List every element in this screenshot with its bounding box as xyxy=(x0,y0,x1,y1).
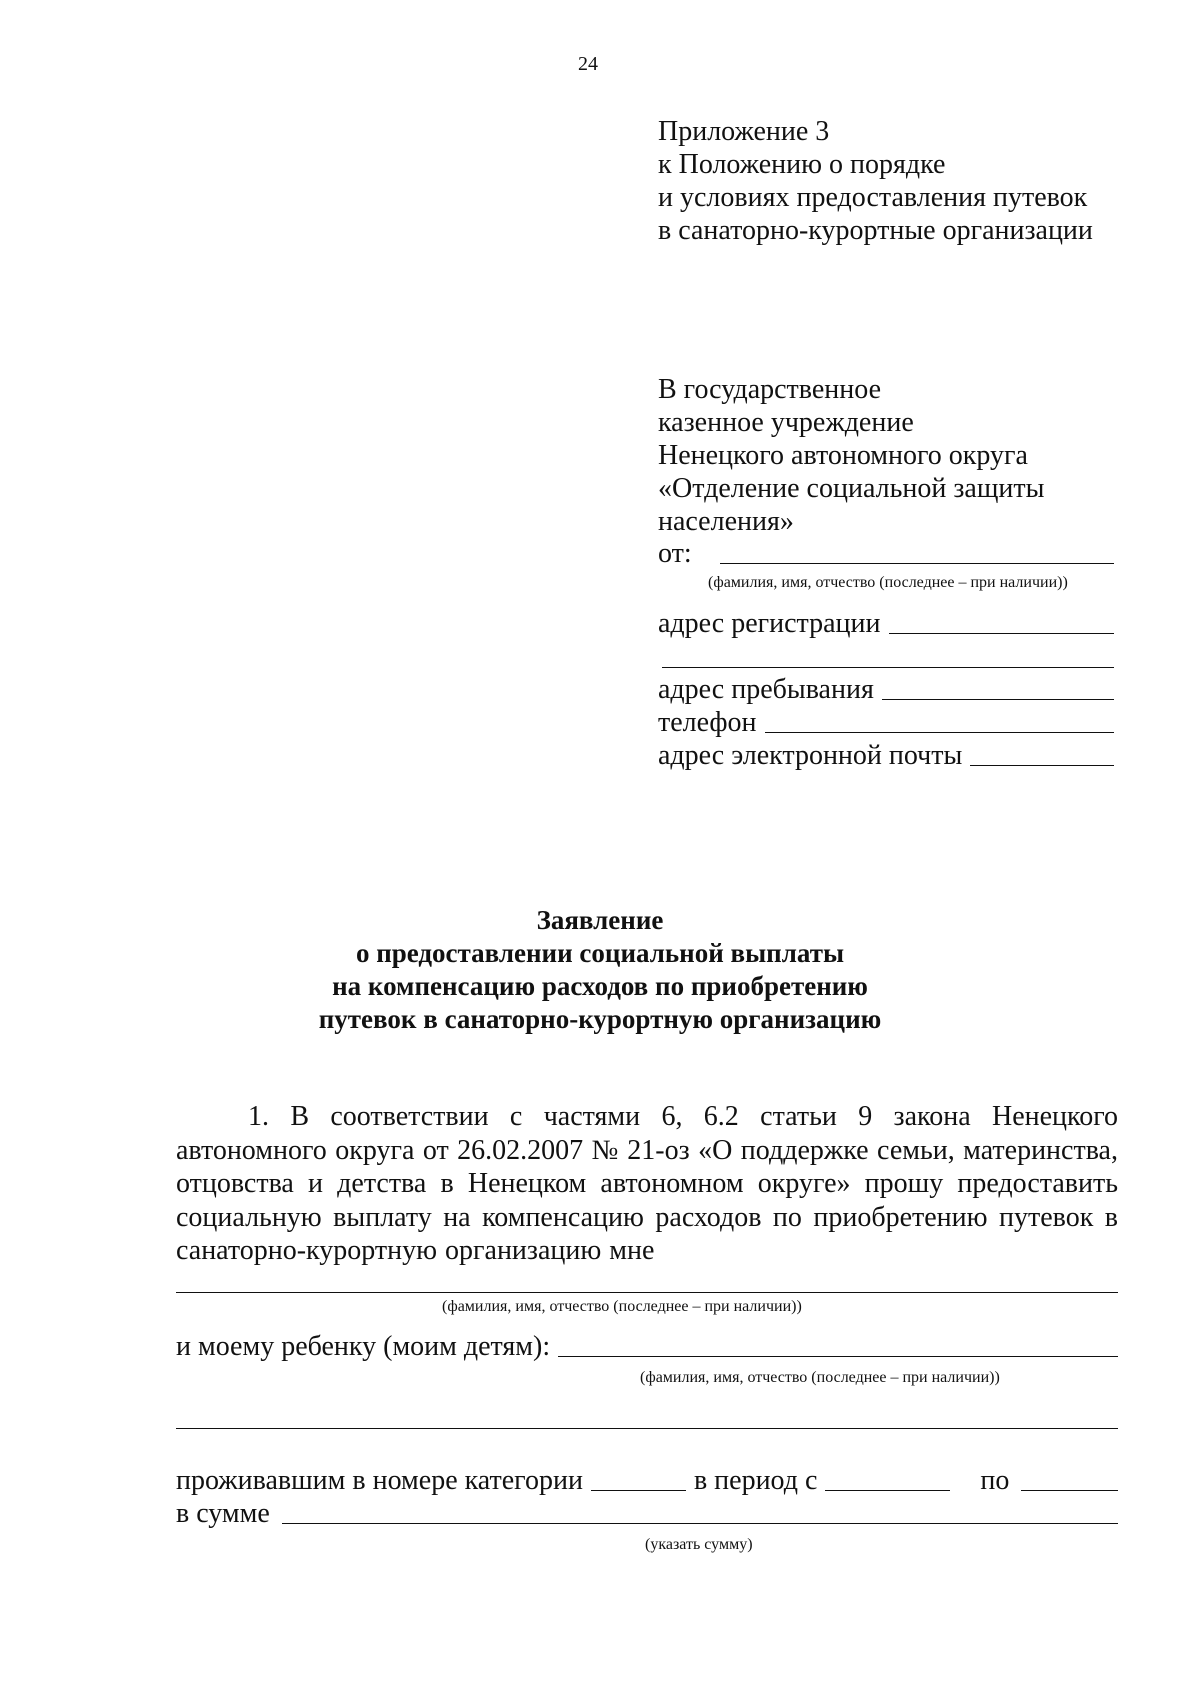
addressee-line: казенное учреждение xyxy=(658,407,914,438)
amount-label: в сумме xyxy=(176,1498,270,1529)
appendix-line: и условиях предоставления путевок xyxy=(658,182,1088,213)
phone-field[interactable] xyxy=(658,706,1114,739)
category-label: проживавшим в номере категории xyxy=(176,1465,583,1496)
amount-field[interactable] xyxy=(176,1497,1118,1530)
body-paragraph: 1. В соответствии с частями 6, 6.2 статьи 9 закона Ненецкого автономного округа от 26.02.2007 № 21-оз «О поддержке семьи, материнства, отцовства и детства в Ненецком автономном округе» прошу предоставить социальную выплату на компенсацию расходов по приобретению путевок в санаторно-курортную организацию мне xyxy=(176,1101,1118,1266)
stay-address-label: адрес пребывания xyxy=(658,674,874,705)
applicant-caption: (фамилия, имя, отчество (последнее – при наличии)) xyxy=(442,1298,802,1315)
children-field[interactable] xyxy=(176,1330,1118,1363)
addressee-line: В государственное xyxy=(658,374,882,405)
addressee-block xyxy=(658,373,1044,538)
document-title xyxy=(0,904,1200,1036)
appendix-line: к Положению о порядке xyxy=(658,149,946,180)
registration-second-line[interactable] xyxy=(662,667,1114,668)
period-from-fill-line[interactable] xyxy=(825,1490,950,1491)
phone-fill-line[interactable] xyxy=(765,732,1114,733)
appendix-line: Приложение 3 xyxy=(658,116,830,147)
children-fill-line[interactable] xyxy=(558,1356,1118,1357)
stay-address-field[interactable] xyxy=(658,673,1114,706)
addressee-line: населения» xyxy=(658,506,794,537)
period-to-label: по xyxy=(980,1465,1010,1496)
from-field[interactable] xyxy=(658,537,1114,570)
appendix-block xyxy=(658,115,1093,247)
title-line: на компенсацию расходов по приобретению xyxy=(332,971,868,1001)
title-line: о предоставлении социальной выплаты xyxy=(355,938,845,968)
stay-address-fill-line[interactable] xyxy=(882,699,1114,700)
period-to-fill-line[interactable] xyxy=(1021,1490,1118,1491)
registration-label: адрес регистрации xyxy=(658,608,881,639)
period-from-label: в период с xyxy=(693,1465,818,1496)
title-line: Заявление xyxy=(536,905,664,935)
children-label: и моему ребенку (моим детям): xyxy=(176,1331,551,1362)
page-number: 24 xyxy=(578,53,598,75)
phone-label: телефон xyxy=(658,707,757,738)
email-label: адрес электронной почты xyxy=(658,740,963,771)
email-fill-line[interactable] xyxy=(970,765,1114,766)
registration-fill-line[interactable] xyxy=(889,633,1114,634)
category-fill-line[interactable] xyxy=(591,1490,686,1491)
children-caption: (фамилия, имя, отчество (последнее – при наличии)) xyxy=(640,1369,1000,1386)
addressee-line: Ненецкого автономного округа xyxy=(658,440,1028,471)
registration-field[interactable] xyxy=(658,607,1114,640)
amount-caption: (указать сумму) xyxy=(645,1536,753,1553)
amount-fill-line[interactable] xyxy=(282,1523,1118,1524)
title-line: путевок в санаторно-курортную организацию xyxy=(318,1004,882,1034)
from-fill-line[interactable] xyxy=(720,563,1114,564)
from-caption: (фамилия, имя, отчество (последнее – при наличии)) xyxy=(708,574,1068,591)
from-label: от: xyxy=(658,538,692,569)
email-field[interactable] xyxy=(658,739,1114,772)
category-period-field[interactable] xyxy=(176,1464,1118,1497)
appendix-line: в санаторно-курортные организации xyxy=(658,215,1093,246)
children-second-line[interactable] xyxy=(176,1428,1118,1429)
applicant-name-line[interactable] xyxy=(176,1292,1118,1293)
addressee-line: «Отделение социальной защиты xyxy=(658,473,1045,504)
